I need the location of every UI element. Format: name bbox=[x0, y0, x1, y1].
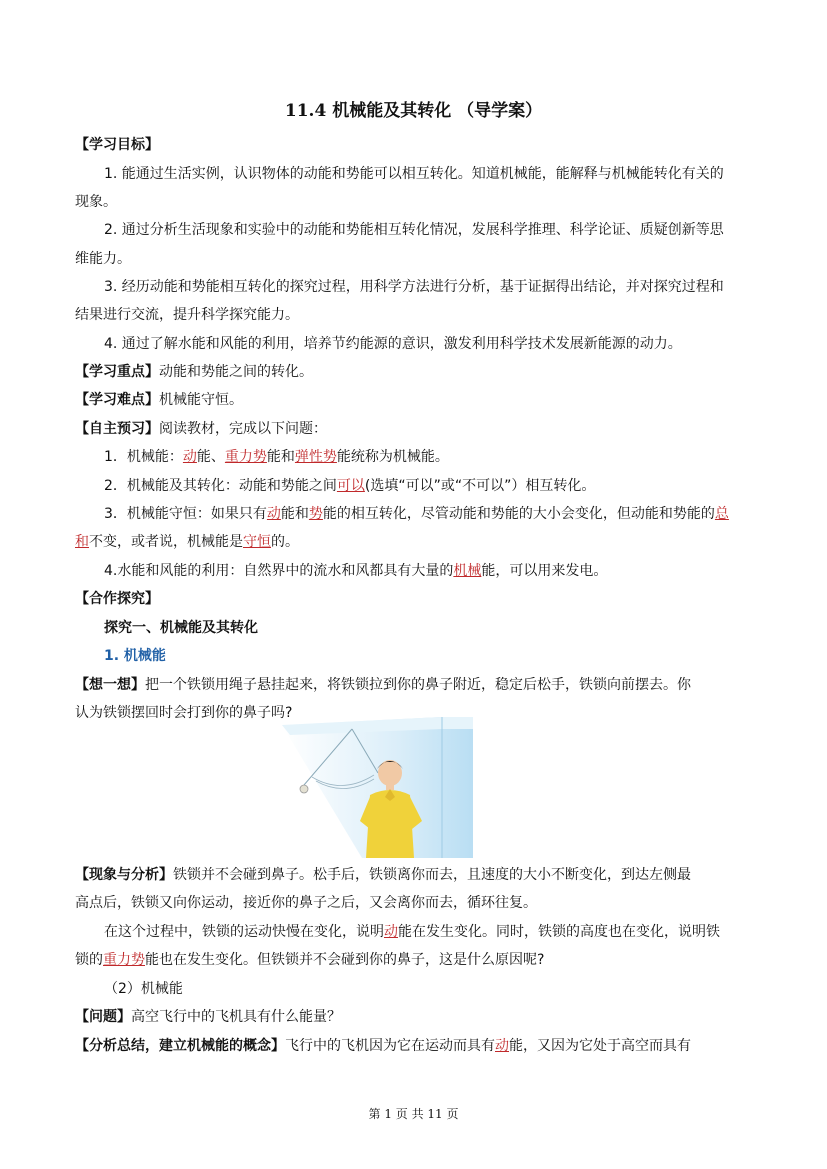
q2-text-1: 2．机械能及其转化：动能和势能之间 bbox=[104, 478, 337, 494]
q4-answer-1: 机械 bbox=[453, 563, 482, 579]
explore-1-heading: 探究一、机械能及其转化 bbox=[104, 620, 258, 636]
question-label: 【问题】 bbox=[75, 1009, 131, 1025]
goal-3-cont: 结果进行交流，提升科学探究能力。 bbox=[75, 307, 299, 323]
q4-text-2: 能，可以用来发电。 bbox=[481, 563, 608, 579]
pendulum-boy-illustration bbox=[282, 717, 473, 858]
process-paragraph-cont bbox=[75, 950, 749, 970]
q3-text-1: 3．机械能守恒：如果只有 bbox=[104, 506, 267, 522]
key-point-text: 动能和势能之间的转化。 bbox=[159, 364, 313, 380]
preview-q3-cont bbox=[75, 532, 749, 552]
key-point bbox=[75, 362, 749, 382]
q3-answer-1: 动 bbox=[266, 506, 281, 522]
goal-4: 4. 通过了解水能和风能的利用，培养节约能源的意识，激发利用科学技术发展新能源的动力。 bbox=[104, 336, 682, 352]
think-label: 【想一想】 bbox=[75, 677, 145, 693]
preview-intro bbox=[75, 419, 749, 439]
q3-text-4: 不变，或者说，机械能是 bbox=[89, 534, 243, 550]
q1-text-4: 能统称为机械能。 bbox=[336, 449, 449, 465]
summary-text-2: 能，又因为它处于高空而具有 bbox=[509, 1038, 691, 1054]
preview-q1 bbox=[104, 447, 749, 467]
page-title: 11.4 机械能及其转化 （导学案） bbox=[284, 101, 543, 121]
difficult-point-text: 机械能守恒。 bbox=[159, 392, 243, 408]
section-mechanical-energy-2: （2）机械能 bbox=[104, 981, 183, 997]
coop-heading: 【合作探究】 bbox=[75, 591, 159, 607]
summary-label: 【分析总结，建立机械能的概念】 bbox=[75, 1038, 285, 1054]
q3-answer-5: 守恒 bbox=[243, 534, 271, 550]
think-text: 把一个铁锁用绳子悬挂起来，将铁锁拉到你的鼻子附近，稳定后松手，铁锁向前摆去。你 bbox=[145, 677, 691, 693]
q1-text-3: 能和 bbox=[266, 449, 295, 465]
q1-text-1: 1．机械能： bbox=[104, 449, 183, 465]
process-text-1: 在这个过程中，铁锁的运动快慢在变化，说明 bbox=[104, 924, 384, 940]
preview-label: 【自主预习】 bbox=[75, 421, 159, 437]
key-point-label: 【学习重点】 bbox=[75, 364, 159, 380]
observation-paragraph-cont: 高点后，铁锁又向你运动，接近你的鼻子之后，又会离你而去，循环往复。 bbox=[75, 895, 537, 911]
q3-answer-2: 势 bbox=[308, 506, 323, 522]
observation-paragraph bbox=[75, 865, 749, 885]
goal-1: 1. 能通过生活实例，认识物体的动能和势能可以相互转化。知道机械能，能解释与机械能转化有关的 bbox=[104, 166, 724, 182]
page-footer: 第 1 页 共 11 页 bbox=[368, 1107, 459, 1121]
think-paragraph bbox=[75, 675, 749, 695]
q3-answer-4: 和 bbox=[75, 534, 89, 550]
difficult-point bbox=[75, 390, 749, 410]
q3-text-5: 的。 bbox=[271, 534, 299, 550]
q3-text-2: 能和 bbox=[280, 506, 309, 522]
summary-text-1: 飞行中的飞机因为它在运动而具有 bbox=[285, 1038, 495, 1054]
section-mechanical-energy: 1. 机械能 bbox=[104, 648, 166, 664]
process-text-4: 能也在发生变化。但铁锁并不会碰到你的鼻子，这是什么原因呢? bbox=[145, 952, 545, 968]
observation-text: 铁锁并不会碰到鼻子。松手后，铁锁离你而去，且速度的大小不断变化，到达左侧最 bbox=[173, 867, 691, 883]
goal-3: 3. 经历动能和势能相互转化的探究过程，用科学方法进行分析，基于证据得出结论，并对探究过程和 bbox=[104, 279, 724, 295]
process-answer-1: 动 bbox=[384, 924, 398, 940]
goals-heading: 【学习目标】 bbox=[75, 137, 159, 153]
q3-text-3: 能的相互转化，尽管动能和势能的大小会变化，但动能和势能的 bbox=[322, 506, 715, 522]
q2-answer-1: 可以 bbox=[336, 478, 365, 494]
question-text: 高空飞行中的飞机具有什么能量？ bbox=[131, 1009, 341, 1025]
process-text-2: 能在发生变化。同时，铁锁的高度也在变化，说明铁 bbox=[398, 924, 720, 940]
think-paragraph-cont: 认为铁锁摆回时会打到你的鼻子吗? bbox=[75, 705, 293, 721]
q1-answer-1: 动 bbox=[182, 449, 197, 465]
preview-q4 bbox=[104, 561, 749, 581]
q2-text-2: (选填“可以”或“不可以”）相互转化。 bbox=[364, 478, 596, 494]
q1-answer-3: 弹性势 bbox=[294, 449, 337, 465]
process-paragraph bbox=[104, 922, 749, 942]
q3-answer-3: 总 bbox=[714, 506, 729, 522]
goal-2-cont: 维能力。 bbox=[75, 251, 131, 267]
preview-q2 bbox=[104, 476, 749, 496]
goal-1-cont: 现象。 bbox=[75, 194, 117, 210]
question-paragraph bbox=[75, 1007, 749, 1027]
goal-2: 2. 通过分析生活现象和实验中的动能和势能相互转化情况，发展科学推理、科学论证、质疑创新等思 bbox=[104, 222, 724, 238]
summary-answer-1: 动 bbox=[495, 1038, 509, 1054]
process-answer-2: 重力势 bbox=[103, 952, 145, 968]
process-text-3: 锁的 bbox=[75, 952, 103, 968]
preview-q3 bbox=[104, 504, 749, 524]
q1-text-2: 能、 bbox=[196, 449, 225, 465]
summary-paragraph bbox=[75, 1036, 749, 1056]
q4-text-1: 4.水能和风能的利用：自然界中的流水和风都具有大量的 bbox=[104, 563, 454, 579]
difficult-point-label: 【学习难点】 bbox=[75, 392, 159, 408]
observation-label: 【现象与分析】 bbox=[75, 867, 173, 883]
q1-answer-2: 重力势 bbox=[224, 449, 267, 465]
preview-text: 阅读教材，完成以下问题： bbox=[159, 421, 327, 437]
